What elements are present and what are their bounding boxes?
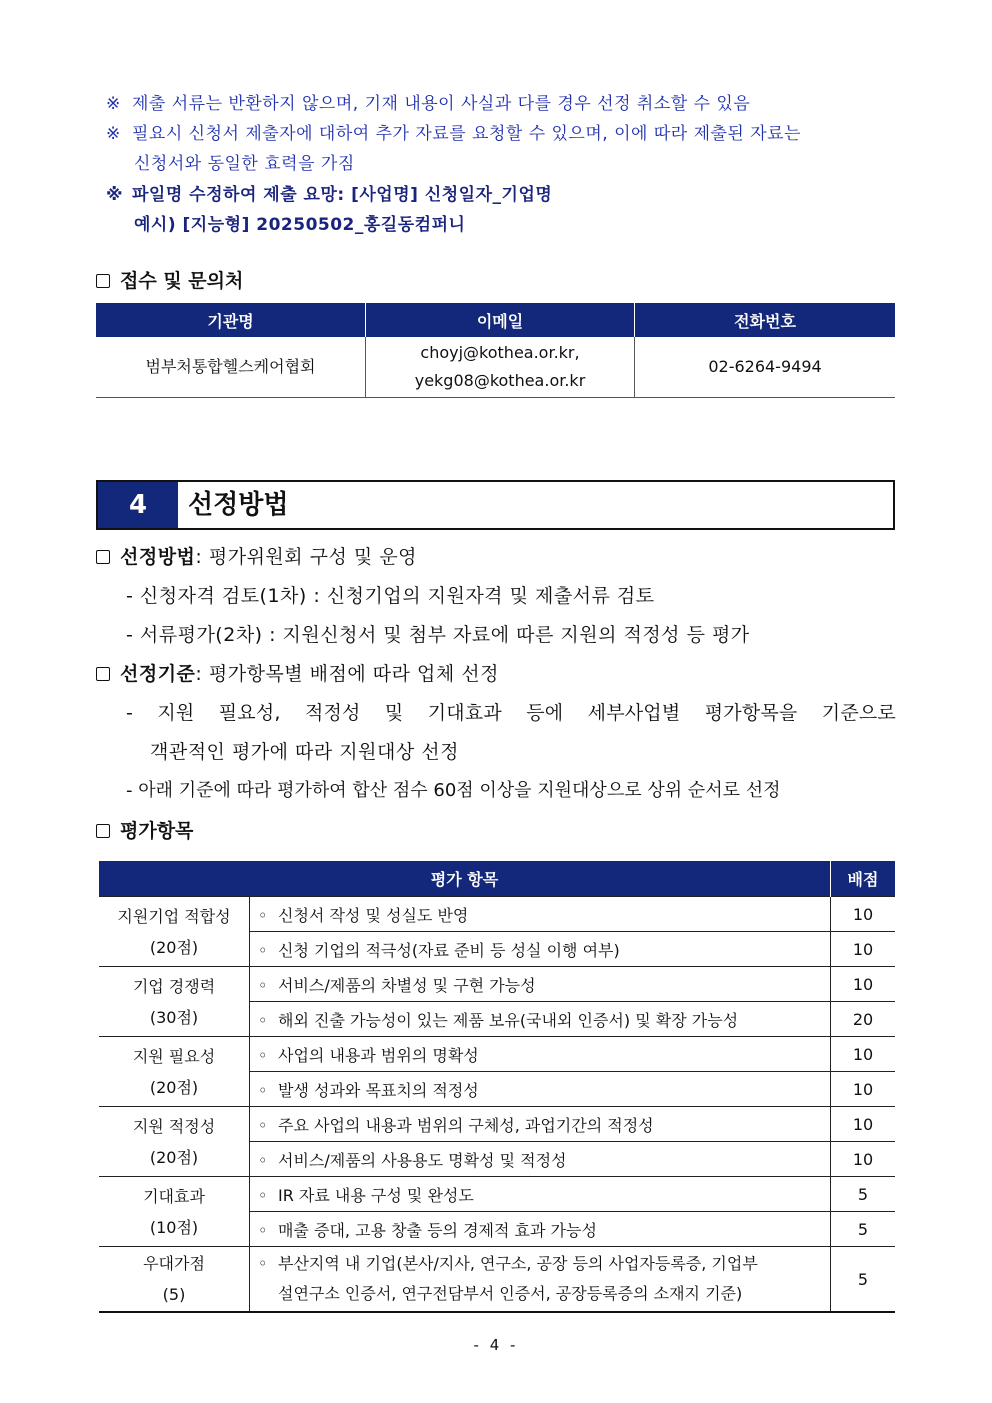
bullet-icon: ◦ bbox=[258, 1254, 268, 1273]
bullet-icon: ◦ bbox=[258, 1150, 268, 1170]
contact-heading bbox=[96, 266, 243, 293]
table-row bbox=[99, 1177, 895, 1212]
eval-table bbox=[99, 861, 895, 1313]
contact-phone: 02-6264-9494 bbox=[635, 337, 896, 398]
eval-category bbox=[99, 897, 250, 967]
bullet-icon: ◦ bbox=[258, 975, 268, 995]
bullet-icon: ◦ bbox=[258, 1045, 268, 1065]
eval-item bbox=[250, 1037, 831, 1072]
eval-category bbox=[99, 1247, 250, 1313]
eval-score: 10 bbox=[831, 1107, 896, 1142]
bullet-icon: ◦ bbox=[258, 1010, 268, 1030]
note-2 bbox=[106, 119, 801, 149]
contact-heading-text: 접수 및 문의처 bbox=[120, 270, 244, 292]
eval-score: 5 bbox=[831, 1247, 896, 1313]
note-2-continuation: 신청서와 동일한 효력을 가짐 bbox=[134, 154, 355, 174]
table-row bbox=[99, 1247, 895, 1313]
bullet-icon: ◦ bbox=[258, 940, 268, 960]
eval-category bbox=[99, 967, 250, 1037]
item-text: 주요 사업의 내용과 범위의 구체성, 과업기간의 적정성 bbox=[278, 1115, 654, 1135]
bullet-icon: ◦ bbox=[258, 1185, 268, 1205]
category-name: 지원 적정성 bbox=[132, 1116, 216, 1136]
eval-item bbox=[250, 1002, 831, 1037]
criteria-item-1-cont: 객관적인 평가에 따라 지원대상 선정 bbox=[150, 741, 459, 763]
eval-score: 20 bbox=[831, 1002, 896, 1037]
table-row bbox=[99, 897, 895, 932]
eval-category bbox=[99, 1177, 250, 1247]
section-number: 4 bbox=[98, 482, 178, 528]
contact-email-1[interactable]: choyj@kothea.or.kr, bbox=[420, 343, 580, 362]
criteria-text: : 평가항목별 배점에 따라 업체 선정 bbox=[195, 663, 499, 685]
eval-score: 10 bbox=[831, 967, 896, 1002]
eval-score: 10 bbox=[831, 1037, 896, 1072]
eval-item bbox=[250, 932, 831, 967]
table-row bbox=[99, 1107, 895, 1142]
checkbox-square-icon bbox=[96, 667, 110, 681]
method-line bbox=[96, 542, 417, 569]
note-3 bbox=[106, 180, 552, 210]
contact-header-org: 기관명 bbox=[96, 303, 366, 337]
bullet-icon: ◦ bbox=[258, 1115, 268, 1135]
eval-item bbox=[250, 1107, 831, 1142]
eval-heading bbox=[96, 816, 193, 843]
note-text: 필요시 신청서 제출자에 대하여 추가 자료를 요청할 수 있으며, 이에 따라 제출된 자료는 bbox=[132, 124, 802, 144]
item-text: 부산지역 내 기업(본사/지사, 연구소, 공장 등의 사업자등록증, 기업부 bbox=[278, 1254, 758, 1273]
contact-email-2[interactable]: yekg08@kothea.or.kr bbox=[414, 371, 586, 390]
eval-item bbox=[250, 1212, 831, 1247]
contact-header-email: 이메일 bbox=[366, 303, 635, 337]
eval-score: 5 bbox=[831, 1177, 896, 1212]
eval-category bbox=[99, 1037, 250, 1107]
item-text: 해외 진출 가능성이 있는 제품 보유(국내외 인증서) 및 확장 가능성 bbox=[278, 1010, 739, 1030]
reference-mark-icon: ※ bbox=[106, 94, 121, 114]
criteria-item-1: - 지원 필요성, 적정성 및 기대효과 등에 세부사업별 평가항목을 기준으로 bbox=[126, 702, 896, 724]
bullet-icon: ◦ bbox=[258, 905, 268, 925]
eval-score: 10 bbox=[831, 1072, 896, 1107]
eval-score: 10 bbox=[831, 932, 896, 967]
table-row bbox=[99, 967, 895, 1002]
eval-header-score: 배점 bbox=[831, 861, 896, 897]
item-text: 신청 기업의 적극성(자료 준비 등 성실 이행 여부) bbox=[278, 940, 620, 960]
note-3-example: 예시) [지능형] 20250502_홍길동컴퍼니 bbox=[134, 215, 466, 235]
method-item-2: - 서류평가(2차) : 지원신청서 및 첨부 자료에 따른 지원의 적정성 등 평가 bbox=[126, 624, 750, 646]
eval-item bbox=[250, 1072, 831, 1107]
note-text: 제출 서류는 반환하지 않으며, 기재 내용이 사실과 다를 경우 선정 취소할 수 있음 bbox=[132, 94, 751, 114]
note-text: 파일명 수정하여 제출 요망: [사업명] 신청일자_기업명 bbox=[132, 185, 553, 205]
category-name: 우대가점 bbox=[143, 1254, 205, 1273]
bullet-icon: ◦ bbox=[258, 1220, 268, 1240]
page-number: - 4 - bbox=[473, 1336, 519, 1354]
eval-item bbox=[250, 967, 831, 1002]
method-label: 선정방법 bbox=[120, 546, 196, 568]
category-points: (5) bbox=[162, 1285, 186, 1304]
item-text: 서비스/제품의 사용용도 명확성 및 적정성 bbox=[278, 1150, 567, 1170]
item-text: 신청서 작성 및 성실도 반영 bbox=[278, 905, 469, 925]
checkbox-square-icon bbox=[96, 274, 110, 288]
contact-header-row bbox=[96, 303, 895, 337]
category-points: (20점) bbox=[149, 1077, 199, 1097]
category-name: 지원 필요성 bbox=[132, 1046, 216, 1066]
reference-mark-icon: ※ bbox=[106, 124, 121, 144]
category-points: (10점) bbox=[149, 1217, 199, 1237]
method-item-1: - 신청자격 검토(1차) : 신청기업의 지원자격 및 제출서류 검토 bbox=[126, 585, 655, 607]
item-text: 매출 증대, 고용 창출 등의 경제적 효과 가능성 bbox=[278, 1220, 597, 1240]
eval-header-row bbox=[99, 861, 895, 897]
bullet-icon: ◦ bbox=[258, 1080, 268, 1100]
checkbox-square-icon bbox=[96, 824, 110, 838]
table-row bbox=[99, 1037, 895, 1072]
item-text: 서비스/제품의 차별성 및 구현 가능성 bbox=[278, 975, 536, 995]
item-text: IR 자료 내용 구성 및 완성도 bbox=[278, 1185, 474, 1205]
category-name: 지원기업 적합성 bbox=[117, 906, 231, 926]
contact-email bbox=[366, 337, 635, 398]
eval-item bbox=[250, 1142, 831, 1177]
category-points: (30점) bbox=[149, 1007, 199, 1027]
eval-item bbox=[250, 1247, 831, 1313]
section-title: 선정방법 bbox=[188, 490, 289, 520]
criteria-line bbox=[96, 659, 499, 686]
eval-score: 10 bbox=[831, 897, 896, 932]
contact-org: 범부처통합헬스케어협회 bbox=[96, 337, 366, 398]
eval-item bbox=[250, 897, 831, 932]
checkbox-square-icon bbox=[96, 550, 110, 564]
category-points: (20점) bbox=[149, 1147, 199, 1167]
contact-table bbox=[96, 303, 895, 398]
item-text: 발생 성과와 목표치의 적정성 bbox=[278, 1080, 479, 1100]
category-name: 기대효과 bbox=[143, 1186, 205, 1206]
category-name: 기업 경쟁력 bbox=[132, 976, 216, 996]
eval-score: 10 bbox=[831, 1142, 896, 1177]
eval-heading-text: 평가항목 bbox=[120, 820, 194, 842]
eval-item bbox=[250, 1177, 831, 1212]
criteria-item-2: - 아래 기준에 따라 평가하여 합산 점수 60점 이상을 지원대상으로 상위 순서로 선정 bbox=[126, 780, 781, 801]
note-1 bbox=[106, 89, 750, 119]
method-text: : 평가위원회 구성 및 운영 bbox=[195, 546, 418, 568]
eval-header-item: 평가 항목 bbox=[99, 861, 831, 897]
item-text: 사업의 내용과 범위의 명확성 bbox=[278, 1045, 479, 1065]
criteria-label: 선정기준 bbox=[120, 663, 196, 685]
category-points: (20점) bbox=[149, 937, 199, 957]
reference-mark-icon: ※ bbox=[106, 185, 124, 205]
eval-category bbox=[99, 1107, 250, 1177]
contact-row bbox=[96, 337, 895, 398]
section-header bbox=[96, 480, 895, 530]
eval-score: 5 bbox=[831, 1212, 896, 1247]
item-text-cont: 설연구소 인증서, 연구전담부서 인증서, 공장등록증의 소재지 기준) bbox=[278, 1284, 743, 1303]
contact-header-phone: 전화번호 bbox=[635, 303, 896, 337]
